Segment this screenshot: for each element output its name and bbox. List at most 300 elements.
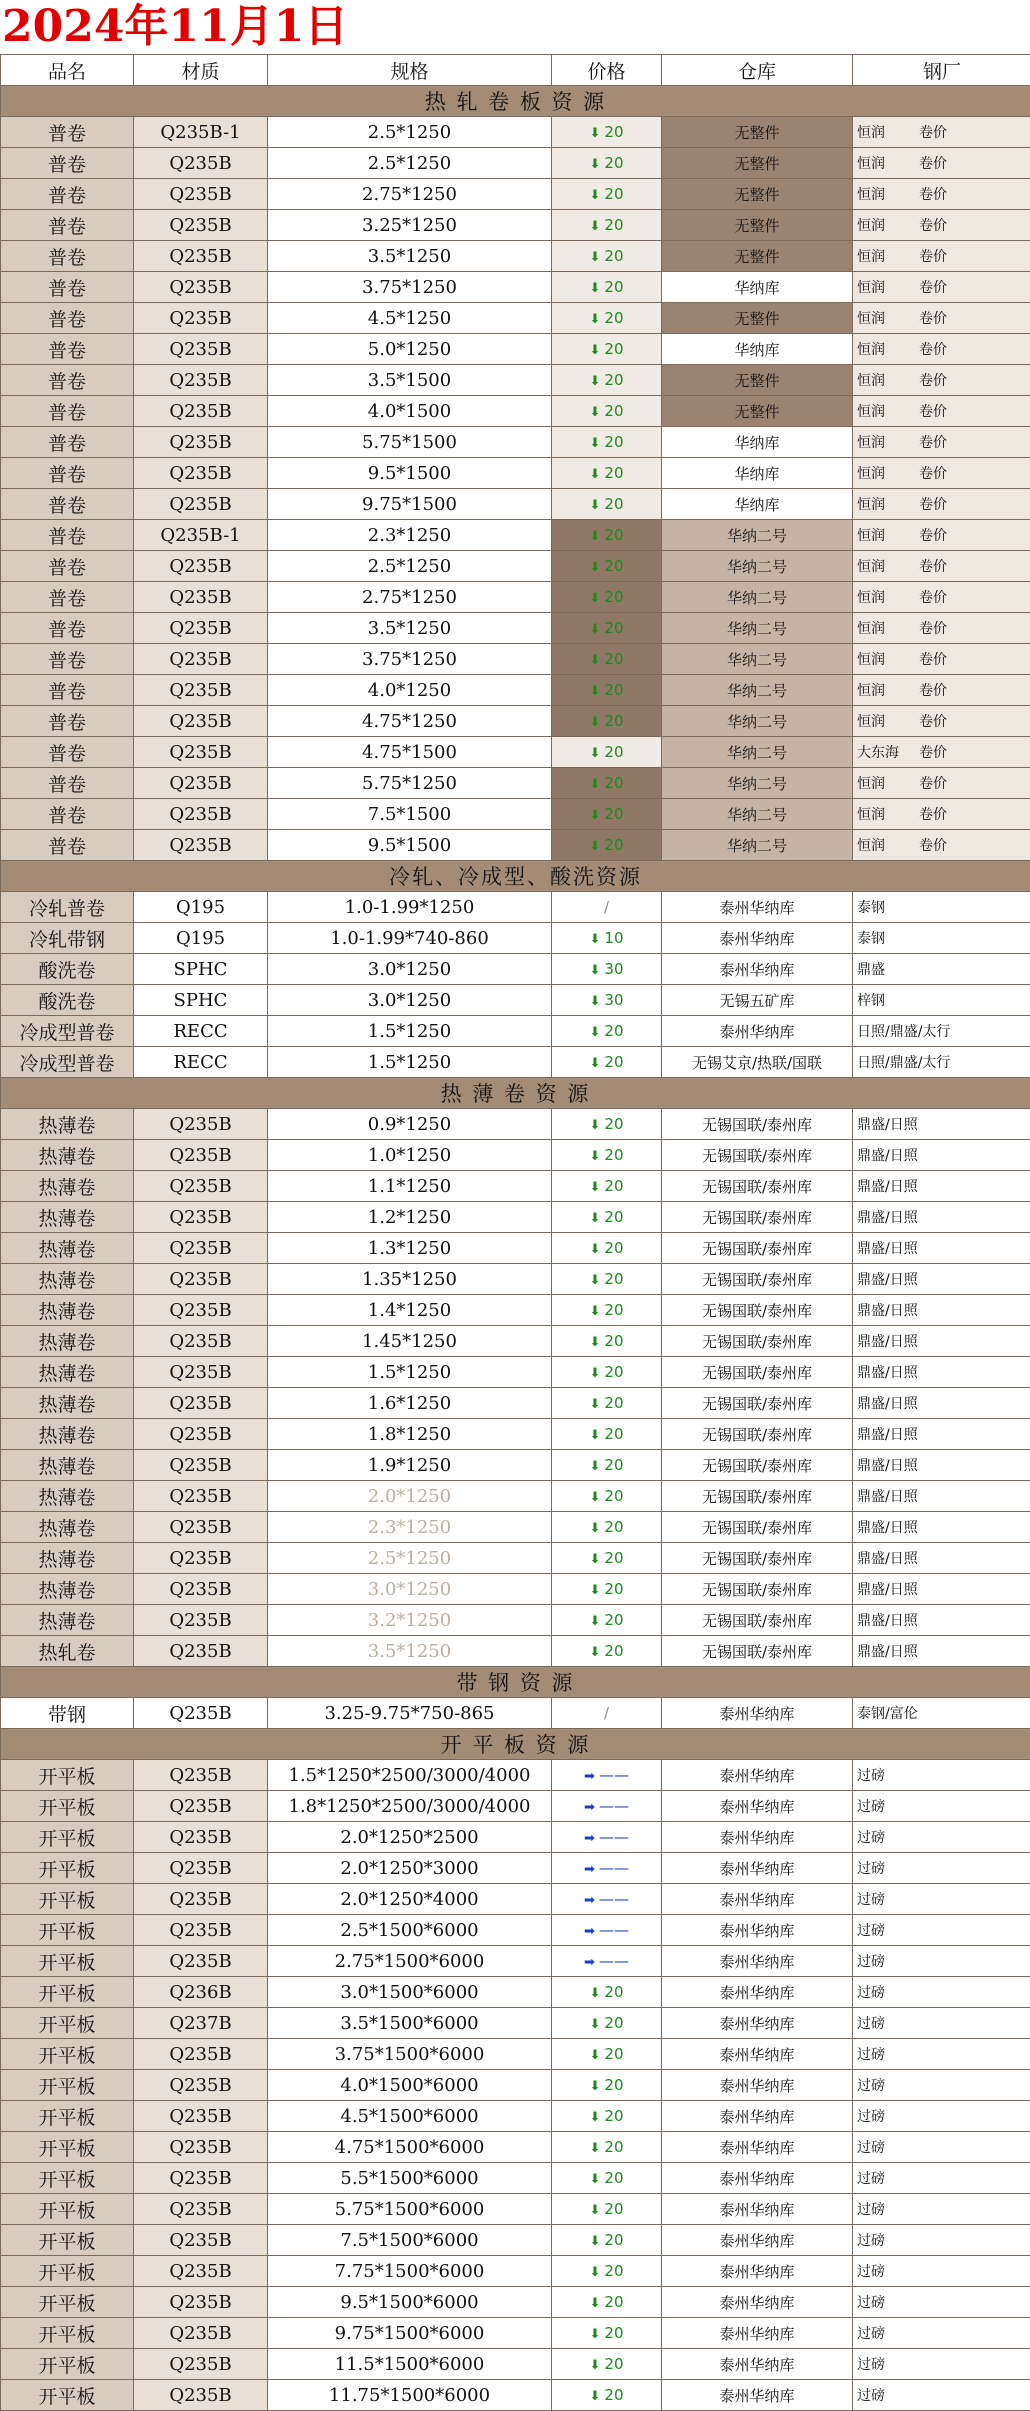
warehouse-cell: 无锡国联/泰州库 [662,1140,853,1171]
mill-name: 恒润 [857,556,919,576]
product-name-cell: 开平板 [1,1977,134,2008]
product-name-cell: 普卷 [1,272,134,303]
mill-cell [853,644,1030,675]
down-arrow-icon: ⬇ [590,1025,601,1040]
table-row [1,1915,1030,1946]
table-row [1,1295,1030,1326]
table-row [1,148,1030,179]
price-value: 20 [604,619,623,637]
material-cell: Q235B [134,179,268,210]
price-cell [552,1977,662,2008]
table-row [1,2225,1030,2256]
product-name-cell: 开平板 [1,2256,134,2287]
down-arrow-icon: ⬇ [590,1118,601,1133]
price-value: —— [599,1859,629,1877]
down-arrow-icon: ⬇ [590,1242,601,1257]
table-row [1,334,1030,365]
warehouse-cell: 华纳二号 [662,768,853,799]
price-cell [552,2287,662,2318]
down-arrow-icon: ⬇ [590,1614,601,1629]
warehouse-cell: 无锡国联/泰州库 [662,1109,853,1140]
table-row [1,489,1030,520]
mill-note: 卷价 [919,528,947,544]
table-row [1,520,1030,551]
material-cell: Q235B [134,1636,268,1667]
warehouse-cell: 无锡国联/泰州库 [662,1450,853,1481]
price-cell [552,396,662,427]
warehouse-cell: 无整件 [662,365,853,396]
spec-cell: 2.75*1250 [268,582,552,613]
down-arrow-icon: ⬇ [590,1986,601,2001]
mill-cell [853,489,1030,520]
mill-note: 卷价 [919,435,947,451]
down-arrow-icon: ⬇ [590,312,601,327]
price-value: 20 [604,1549,623,1567]
spec-cell: 3.0*1250 [268,1574,552,1605]
spec-cell: 11.75*1500*6000 [268,2380,552,2411]
table-row [1,1822,1030,1853]
product-name-cell: 普卷 [1,179,134,210]
price-value: 20 [604,1642,623,1660]
price-value: 20 [604,1022,623,1040]
price-value: 20 [604,588,623,606]
product-name-cell: 开平板 [1,2194,134,2225]
product-name-cell: 开平板 [1,1946,134,1977]
mill-name: 恒润 [857,494,919,514]
down-arrow-icon: ⬇ [590,994,601,1009]
table-row [1,1512,1030,1543]
mill-cell [853,148,1030,179]
product-name-cell: 普卷 [1,520,134,551]
table-row [1,2070,1030,2101]
warehouse-cell: 无整件 [662,303,853,334]
price-value: 20 [604,1487,623,1505]
down-arrow-icon: ⬇ [590,2048,601,2063]
mill-name: 日照/鼎盛/太行 [857,1021,919,1041]
spec-cell: 9.5*1500*6000 [268,2287,552,2318]
down-arrow-icon: ⬇ [590,1428,601,1443]
product-name-cell: 开平板 [1,2318,134,2349]
mill-cell [853,582,1030,613]
price-cell [552,2194,662,2225]
mill-name: 鼎盛/日照 [857,1114,919,1134]
mill-name: 恒润 [857,432,919,452]
material-cell: Q235B [134,272,268,303]
price-value: —— [599,1921,629,1939]
mill-cell [853,1481,1030,1512]
mill-name: 过磅 [857,2230,919,2250]
table-row [1,1884,1030,1915]
section-header [1,1729,1030,1760]
mill-name: 鼎盛/日照 [857,1238,919,1258]
price-cell [552,1574,662,1605]
down-arrow-icon: ⬇ [590,157,601,172]
mill-name: 鼎盛/日照 [857,1486,919,1506]
mill-name: 过磅 [857,2323,919,2343]
mill-note: 卷价 [919,559,947,575]
warehouse-cell: 泰州华纳库 [662,2163,853,2194]
mill-name: 鼎盛/日照 [857,1641,919,1661]
table-row [1,1698,1030,1729]
spec-cell: 5.75*1250 [268,768,552,799]
down-arrow-icon: ⬇ [590,2389,601,2404]
material-cell: Q236B [134,1977,268,2008]
down-arrow-icon: ⬇ [590,2110,601,2125]
table-row [1,241,1030,272]
material-cell: Q235B [134,396,268,427]
spec-cell: 5.5*1500*6000 [268,2163,552,2194]
spec-cell: 3.5*1500*6000 [268,2008,552,2039]
price-value: 20 [604,2014,623,2032]
price-cell [552,551,662,582]
spec-cell: 3.75*1500*6000 [268,2039,552,2070]
product-name-cell: 热轧卷 [1,1636,134,1667]
warehouse-cell: 泰州华纳库 [662,1698,853,1729]
mill-cell [853,1977,1030,2008]
mill-cell [853,892,1030,923]
price-value: 20 [604,1332,623,1350]
price-cell [552,2163,662,2194]
material-cell: Q235B [134,1698,268,1729]
mill-name: 泰钢 [857,897,919,917]
spec-cell: 0.9*1250 [268,1109,552,1140]
mill-cell [853,2008,1030,2039]
down-arrow-icon: ⬇ [590,1490,601,1505]
product-name-cell: 普卷 [1,768,134,799]
material-cell: Q235B [134,2349,268,2380]
mill-cell [853,1419,1030,1450]
price-cell [552,892,662,923]
warehouse-cell: 无整件 [662,148,853,179]
spec-cell: 3.2*1250 [268,1605,552,1636]
price-value: 20 [604,1518,623,1536]
down-arrow-icon: ⬇ [590,126,601,141]
down-arrow-icon: ⬇ [590,777,601,792]
product-name-cell: 普卷 [1,613,134,644]
price-cell [552,954,662,985]
warehouse-cell: 泰州华纳库 [662,2287,853,2318]
down-arrow-icon: ⬇ [590,591,601,606]
mill-name: 过磅 [857,1889,919,1909]
mill-name: 梓钢 [857,990,919,1010]
price-value: 20 [604,712,623,730]
product-name-cell: 开平板 [1,2287,134,2318]
mill-cell [853,2256,1030,2287]
down-arrow-icon: ⬇ [590,2172,601,2187]
mill-cell [853,2287,1030,2318]
mill-cell [853,179,1030,210]
material-cell: Q235B [134,830,268,861]
table-row [1,1202,1030,1233]
product-name-cell: 酸洗卷 [1,985,134,1016]
price-cell [552,1357,662,1388]
spec-cell: 1.1*1250 [268,1171,552,1202]
spec-cell: 4.75*1250 [268,706,552,737]
right-arrow-icon: ➡ [584,1955,595,1970]
price-cell [552,1233,662,1264]
mill-cell [853,427,1030,458]
material-cell: Q235B [134,1171,268,1202]
price-value: 20 [604,185,623,203]
price-value: 20 [604,2262,623,2280]
price-value: 20 [604,309,623,327]
table-row [1,1574,1030,1605]
product-name-cell: 热薄卷 [1,1264,134,1295]
mill-name: 过磅 [857,1982,919,2002]
down-arrow-icon: ⬇ [590,963,601,978]
material-cell: Q235B [134,2101,268,2132]
mill-name: 恒润 [857,463,919,483]
table-row [1,1481,1030,1512]
mill-note: 卷价 [919,497,947,513]
material-cell: Q235B [134,768,268,799]
price-value: 10 [604,929,623,947]
price-value: 20 [604,1425,623,1443]
right-arrow-icon: ➡ [584,1862,595,1877]
mill-note: 卷价 [919,776,947,792]
spec-cell: 3.25*1250 [268,210,552,241]
mill-cell [853,334,1030,365]
material-cell: Q235B [134,148,268,179]
table-row [1,179,1030,210]
table-row [1,427,1030,458]
spec-cell: 9.5*1500 [268,830,552,861]
price-cell [552,737,662,768]
spec-cell: 1.0*1250 [268,1140,552,1171]
mill-name: 恒润 [857,525,919,545]
price-cell [552,1481,662,1512]
mill-cell [853,768,1030,799]
mill-cell [853,2225,1030,2256]
down-arrow-icon: ⬇ [590,498,601,513]
mill-note: 卷价 [919,838,947,854]
spec-cell: 4.75*1500*6000 [268,2132,552,2163]
product-name-cell: 普卷 [1,427,134,458]
down-arrow-icon: ⬇ [590,1366,601,1381]
price-cell [552,334,662,365]
table-row [1,706,1030,737]
down-arrow-icon: ⬇ [590,1645,601,1660]
price-value: 20 [604,2293,623,2311]
spec-cell: 2.3*1250 [268,520,552,551]
spec-cell: 4.0*1500 [268,396,552,427]
down-arrow-icon: ⬇ [590,932,601,947]
material-cell: Q235B [134,2287,268,2318]
down-arrow-icon: ⬇ [590,436,601,451]
mill-cell [853,2101,1030,2132]
table-row [1,1326,1030,1357]
section-title: 热 薄 卷 资 源 [1,1078,1030,1109]
price-value: 20 [604,1053,623,1071]
mill-cell [853,1326,1030,1357]
table-row [1,1264,1030,1295]
table-row [1,1977,1030,2008]
price-cell [552,923,662,954]
mill-note: 卷价 [919,683,947,699]
price-cell [552,1202,662,1233]
product-name-cell: 开平板 [1,2008,134,2039]
section-header [1,1667,1030,1698]
price-cell [552,489,662,520]
product-name-cell: 热薄卷 [1,1574,134,1605]
price-value: 20 [604,1115,623,1133]
material-cell: Q235B [134,1202,268,1233]
mill-name: 过磅 [857,2261,919,2281]
price-cell [552,1605,662,1636]
mill-name: 过磅 [857,1796,919,1816]
warehouse-cell: 无锡国联/泰州库 [662,1202,853,1233]
product-name-cell: 普卷 [1,706,134,737]
mill-name: 鼎盛/日照 [857,1455,919,1475]
price-value: 20 [604,278,623,296]
spec-cell: 2.75*1500*6000 [268,1946,552,1977]
spec-cell: 2.3*1250 [268,1512,552,1543]
spec-cell: 2.75*1250 [268,179,552,210]
product-name-cell: 普卷 [1,210,134,241]
price-cell [552,1791,662,1822]
warehouse-cell: 泰州华纳库 [662,2039,853,2070]
warehouse-cell: 无整件 [662,117,853,148]
warehouse-cell: 无锡国联/泰州库 [662,1233,853,1264]
spec-cell: 1.8*1250 [268,1419,552,1450]
warehouse-cell: 华纳库 [662,489,853,520]
spec-cell: 3.0*1250 [268,985,552,1016]
warehouse-cell: 泰州华纳库 [662,2349,853,2380]
spec-cell: 4.75*1500 [268,737,552,768]
mill-name: 过磅 [857,2075,919,2095]
material-cell: RECC [134,1016,268,1047]
price-cell [552,1295,662,1326]
mill-name: 恒润 [857,215,919,235]
mill-cell [853,1233,1030,1264]
mill-name: 恒润 [857,153,919,173]
mill-cell [853,1946,1030,1977]
mill-name: 泰钢 [857,928,919,948]
table-row [1,2194,1030,2225]
table-row [1,1760,1030,1791]
table-row [1,1419,1030,1450]
mill-name: 过磅 [857,1827,919,1847]
mill-name: 过磅 [857,2044,919,2064]
mill-name: 恒润 [857,804,919,824]
table-row [1,2008,1030,2039]
mill-note: 卷价 [919,249,947,265]
warehouse-cell: 泰州华纳库 [662,923,853,954]
mill-cell [853,1543,1030,1574]
mill-note: 卷价 [919,466,947,482]
price-cell [552,1698,662,1729]
price-value: —— [599,1828,629,1846]
mill-cell [853,1357,1030,1388]
product-name-cell: 普卷 [1,551,134,582]
warehouse-cell: 无锡国联/泰州库 [662,1543,853,1574]
material-cell: Q235B [134,2039,268,2070]
mill-cell [853,1760,1030,1791]
mill-note: 卷价 [919,652,947,668]
product-name-cell: 开平板 [1,1884,134,1915]
price-value: 20 [604,681,623,699]
down-arrow-icon: ⬇ [590,2017,601,2032]
warehouse-cell: 无锡国联/泰州库 [662,1295,853,1326]
down-arrow-icon: ⬇ [590,1459,601,1474]
mill-name: 恒润 [857,711,919,731]
price-cell [552,1853,662,1884]
spec-cell: 1.3*1250 [268,1233,552,1264]
mill-note: 卷价 [919,621,947,637]
warehouse-cell: 泰州华纳库 [662,1977,853,2008]
material-cell: Q237B [134,2008,268,2039]
price-cell [552,272,662,303]
down-arrow-icon: ⬇ [590,219,601,234]
table-row [1,2101,1030,2132]
mill-note: 卷价 [919,156,947,172]
product-name-cell: 热薄卷 [1,1388,134,1419]
mill-cell [853,737,1030,768]
mill-cell [853,2349,1030,2380]
spec-cell: 2.5*1250 [268,1543,552,1574]
product-name-cell: 开平板 [1,2225,134,2256]
mill-note: 卷价 [919,280,947,296]
mill-cell [853,2318,1030,2349]
section-header [1,1078,1030,1109]
mill-cell [853,210,1030,241]
material-cell: Q235B [134,1791,268,1822]
price-cell [552,1884,662,1915]
price-value: 20 [604,2200,623,2218]
material-cell: Q235B [134,1233,268,1264]
down-arrow-icon: ⬇ [590,2079,601,2094]
spec-cell: 1.4*1250 [268,1295,552,1326]
down-arrow-icon: ⬇ [590,2358,601,2373]
mill-note: 卷价 [919,342,947,358]
warehouse-cell: 华纳二号 [662,644,853,675]
table-row [1,551,1030,582]
down-arrow-icon: ⬇ [590,1056,601,1071]
product-name-cell: 热薄卷 [1,1295,134,1326]
table-row [1,1016,1030,1047]
price-cell [552,799,662,830]
mill-name: 恒润 [857,773,919,793]
material-cell: Q235B [134,2380,268,2411]
material-cell: Q195 [134,923,268,954]
price-cell [552,1450,662,1481]
down-arrow-icon: ⬇ [590,2203,601,2218]
mill-cell [853,613,1030,644]
spec-cell: 2.0*1250*3000 [268,1853,552,1884]
warehouse-cell: 泰州华纳库 [662,1915,853,1946]
material-cell: Q235B [134,737,268,768]
mill-name: 鼎盛/日照 [857,1393,919,1413]
price-cell [552,2101,662,2132]
price-cell [552,2132,662,2163]
table-row [1,458,1030,489]
material-cell: Q235B [134,1822,268,1853]
material-cell: Q235B [134,1264,268,1295]
price-cell [552,1636,662,1667]
price-value: 20 [604,154,623,172]
down-arrow-icon: ⬇ [590,746,601,761]
product-name-cell: 冷轧普卷 [1,892,134,923]
product-name-cell: 酸洗卷 [1,954,134,985]
material-cell: Q235B [134,1605,268,1636]
price-cell [552,582,662,613]
price-value: —— [599,1797,629,1815]
price-value: 20 [604,1983,623,2001]
material-cell: Q235B [134,551,268,582]
product-name-cell: 普卷 [1,489,134,520]
price-value: / [604,898,609,916]
price-cell [552,179,662,210]
